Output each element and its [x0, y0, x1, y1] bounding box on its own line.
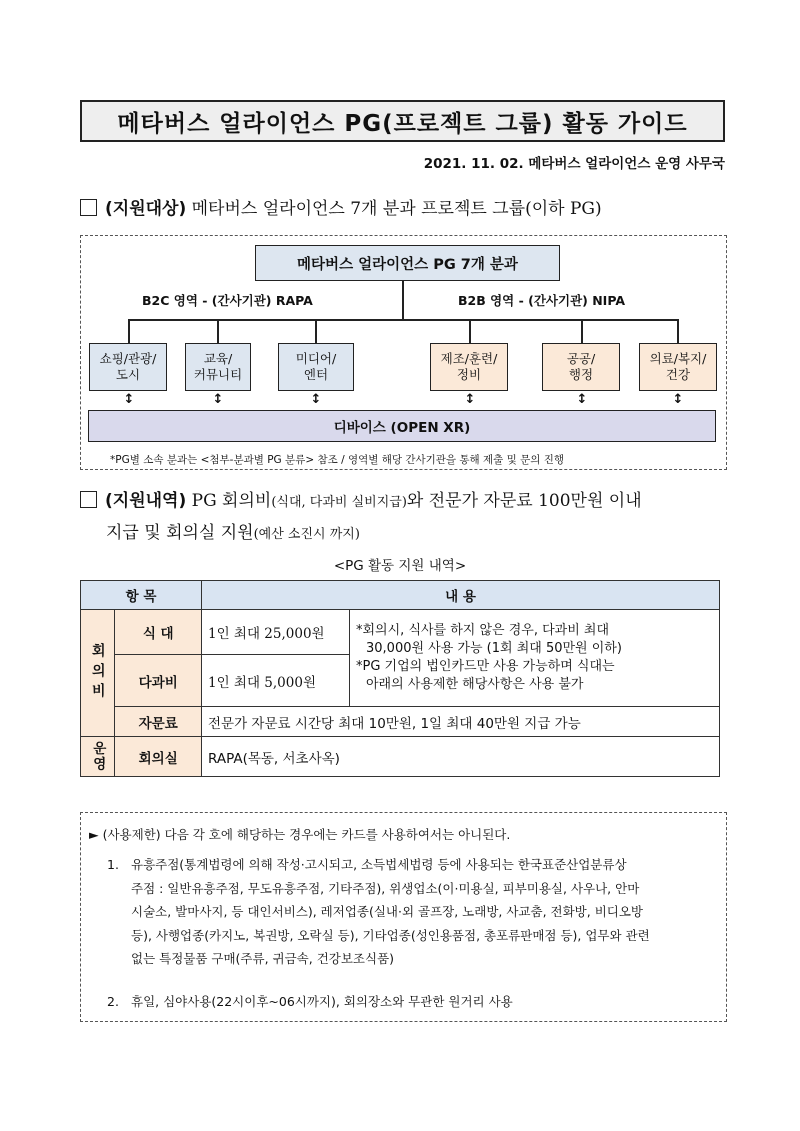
device-bar: 디바이스 (OPEN XR)	[88, 410, 716, 442]
division-label-line2: 정비	[456, 367, 482, 382]
support-table	[80, 580, 720, 777]
restriction-intro: ► (사용제한) 다음 각 호에 해당하는 경우에는 카드를 사용하여서는 아니된다.	[89, 827, 511, 842]
note-line: *회의시, 식사를 하지 않은 경우, 다과비 최대	[356, 623, 610, 638]
division-label-line1: 공공/	[566, 351, 596, 366]
meal-notes-cell	[350, 610, 720, 707]
division-label-line2: 건강	[665, 367, 691, 382]
section-support-small1: (식대, 다과비 실비지급)	[271, 495, 407, 510]
restriction-line: 등), 사행업종(카지노, 복권방, 오락실 등), 기타업종(성인용품점, 총포류판매점 등), 업무와 관련	[131, 927, 650, 943]
restriction-item-2: 휴일, 심야사용(22시이후~06시까지), 회의장소와 무관한 원거리 사용	[131, 994, 513, 1009]
table-caption: <PG 활동 지원 내역>	[333, 558, 467, 574]
group-cell-meeting-cost: 회의비	[81, 610, 115, 737]
table-header-item: 항 목	[81, 581, 202, 610]
restriction-box	[80, 812, 727, 1022]
division-label-line1: 쇼핑/관광/	[99, 351, 157, 366]
restriction-line: 시술소, 발마사지, 등 대인서비스), 레저업종(실내·외 골프장, 노래방, 사교춤, 전화방, 비디오방	[131, 904, 644, 919]
division-box-public	[542, 343, 620, 391]
table-header-content: 내 용	[202, 581, 720, 610]
table-header-row	[81, 581, 720, 610]
up-down-arrow-icon: ↕	[212, 392, 224, 407]
division-box-shopping	[89, 343, 167, 391]
note-line: *PG 기업의 법인카드만 사용 가능하며 식대는	[356, 659, 615, 674]
section-support-line2-small: (예산 소진시 까지)	[253, 527, 360, 542]
org-connector-drop	[469, 319, 471, 343]
section-target-label: (지원대상)	[105, 199, 187, 219]
restriction-item-number: 1.	[107, 857, 119, 872]
row-label-snack: 다과비	[115, 655, 202, 707]
b2c-area-label: B2C 영역 - (간사기관) RAPA	[142, 293, 313, 308]
section-support-text2: 와 전문가 자문료 100만원 이내	[406, 491, 642, 511]
division-box-medical	[639, 343, 717, 391]
table-row	[81, 610, 720, 655]
org-connector-drop	[128, 319, 130, 343]
org-chart-note: *PG별 소속 분과는 <첨부-분과별 PG 분류> 참조 / 영역별 해당 간사기관을 통해 제출 및 문의 진행	[110, 454, 565, 466]
note-line: 30,000원 사용 가능 (1회 최대 50만원 이하)	[366, 641, 622, 656]
restriction-line: 유흥주점(통계법령에 의해 작성·고시되고, 소득법세법령 등에 사용되는 한국표준산업분류상	[131, 857, 627, 872]
note-line: 아래의 사용제한 해당사항은 사용 불가	[366, 677, 584, 692]
section-support-line2	[106, 520, 360, 548]
division-box-education	[185, 343, 251, 391]
up-down-arrow-icon: ↕	[672, 392, 684, 407]
restriction-line: 없는 특정물품 구매(주류, 귀금속, 건강보조식품)	[131, 951, 395, 966]
division-label-line1: 미디어/	[295, 351, 337, 366]
row-value-snack: 1인 최대 5,000원	[202, 655, 350, 707]
row-label-meal: 식 대	[115, 610, 202, 655]
document-title: 메타버스 얼라이언스 PG(프로젝트 그룹) 활동 가이드	[80, 100, 725, 142]
restriction-line: 주점 : 일반유흥주점, 무도유흥주점, 기타주점), 위생업소(이·미용실, 피부미용실, 사우나, 안마	[131, 880, 640, 896]
org-connector-vertical	[402, 281, 404, 320]
section-support-text1: PG 회의비	[186, 491, 272, 511]
row-label-advisory: 자문료	[115, 707, 202, 737]
section-target-text: 메타버스 얼라이언스 7개 분과 프로젝트 그룹(이하 PG)	[186, 199, 602, 219]
division-label-line2: 엔터	[303, 367, 329, 382]
restriction-item-1	[131, 853, 650, 971]
row-label-meeting-room: 회의실	[115, 737, 202, 777]
org-top-box: 메타버스 얼라이언스 PG 7개 분과	[255, 245, 560, 281]
row-value-advisory: 전문가 자문료 시간당 최대 10만원, 1일 최대 40만원 지급 가능	[202, 707, 720, 737]
division-box-manufacturing	[430, 343, 508, 391]
row-value-meeting-room: RAPA(목동, 서초사옥)	[202, 737, 720, 777]
org-connector-drop	[315, 319, 317, 343]
section-support-line2-text: 지급 및 회의실 지원	[106, 523, 254, 543]
org-connector-horizontal	[128, 319, 679, 321]
org-connector-drop	[217, 319, 219, 343]
b2b-area-label: B2B 영역 - (간사기관) NIPA	[458, 293, 626, 308]
section-support	[80, 488, 642, 516]
section-target	[80, 196, 602, 222]
table-row	[81, 707, 720, 737]
section-support-label: (지원내역)	[105, 491, 187, 511]
up-down-arrow-icon: ↕	[123, 392, 135, 407]
division-label-line1: 의료/복지/	[649, 351, 707, 366]
restriction-item-number: 2.	[107, 994, 119, 1009]
up-down-arrow-icon: ↕	[310, 392, 322, 407]
up-down-arrow-icon: ↕	[464, 392, 476, 407]
table-row	[81, 737, 720, 777]
date-line: 2021. 11. 02. 메타버스 얼라이언스 운영 사무국	[423, 156, 725, 172]
org-connector-drop	[581, 319, 583, 343]
up-down-arrow-icon: ↕	[576, 392, 588, 407]
checkbox-square-icon	[80, 491, 97, 508]
division-label-line2: 행정	[568, 367, 594, 382]
group-cell-operation: 운영	[81, 737, 115, 777]
division-label-line1: 제조/훈련/	[440, 351, 498, 366]
org-connector-drop	[677, 319, 679, 343]
division-label-line2: 도시	[115, 367, 141, 382]
division-box-media	[278, 343, 354, 391]
division-label-line2: 커뮤니티	[193, 367, 243, 382]
row-value-meal: 1인 최대 25,000원	[202, 610, 350, 655]
checkbox-square-icon	[80, 199, 97, 216]
division-label-line1: 교육/	[203, 351, 233, 366]
